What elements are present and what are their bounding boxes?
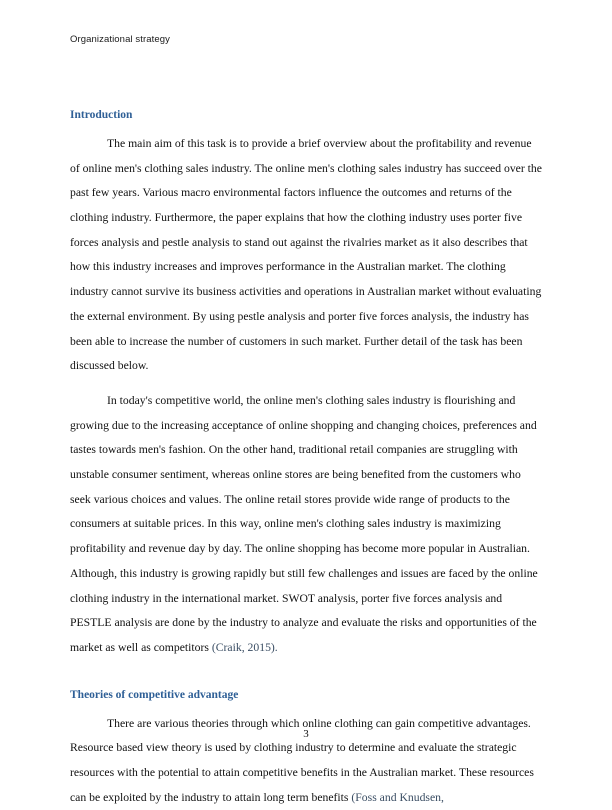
section-heading-introduction: Introduction bbox=[70, 109, 133, 121]
document-body bbox=[70, 108, 542, 810]
page-header: Organizational strategy bbox=[70, 34, 170, 45]
paragraph-text: The main aim of this task is to provide a brief overview about the profitability and revenue of online men's clothing sales industry. The online men's clothing sales industry has succeed over the past few years. Various macro environmental factors influence the outcomes and returns of the clothing industry. Furthermore, the paper explains that how the clothing industry uses porter five forces analysis and pestle analysis to stand out against the rivalries market as it also describes that how this industry increases and improves performance in the Australian market. The clothing industry cannot survive its business activities and operations in Australian market without evaluating the external environment. By using pestle analysis and porter five forces analysis, the industry has been able to increase the number of customers in such market. Further detail of the task has been discussed below. bbox=[70, 136, 542, 373]
paragraph bbox=[70, 389, 542, 661]
page-number: 3 bbox=[303, 728, 309, 740]
paragraph-text: There are various theories through which online clothing can gain competitive advantages. Resource based view theory is used by clothing industry to determine and evaluate the strategic resources with the potential to attain competitive benefits in the Australian market. These resources can be exploited by the industry to attain long term benefits bbox=[70, 716, 534, 804]
section-heading-theories-of-competitive-advantage: Theories of competitive advantage bbox=[70, 688, 239, 701]
citation: (Foss and Knudsen, bbox=[351, 790, 444, 804]
paragraph-text: In today's competitive world, the online men's clothing sales industry is flourishing and growing due to the increasing acceptance of online shopping and changing choices, preferences and tastes towards men's fashion. On the other hand, traditional retail companies are struggling with unstable consumer sentiment, whereas online stores are being benefited from the customers who seek various choices and values. The online retail stores provide wide range of products to the consumers at suitable prices. In this way, online men's clothing sales industry is maximizing profitability and revenue day by day. The online shopping has become more popular in Australian. Although, this industry is growing rapidly but still few challenges and issues are faced by the online clothing industry in the international market. SWOT analysis, porter five forces analysis and PESTLE analysis are done by the industry to analyze and evaluate the risks and opportunities of the market as well as competitors bbox=[70, 393, 538, 654]
paragraph bbox=[70, 132, 542, 379]
paragraph bbox=[70, 712, 542, 810]
citation: (Craik, 2015). bbox=[211, 641, 278, 654]
